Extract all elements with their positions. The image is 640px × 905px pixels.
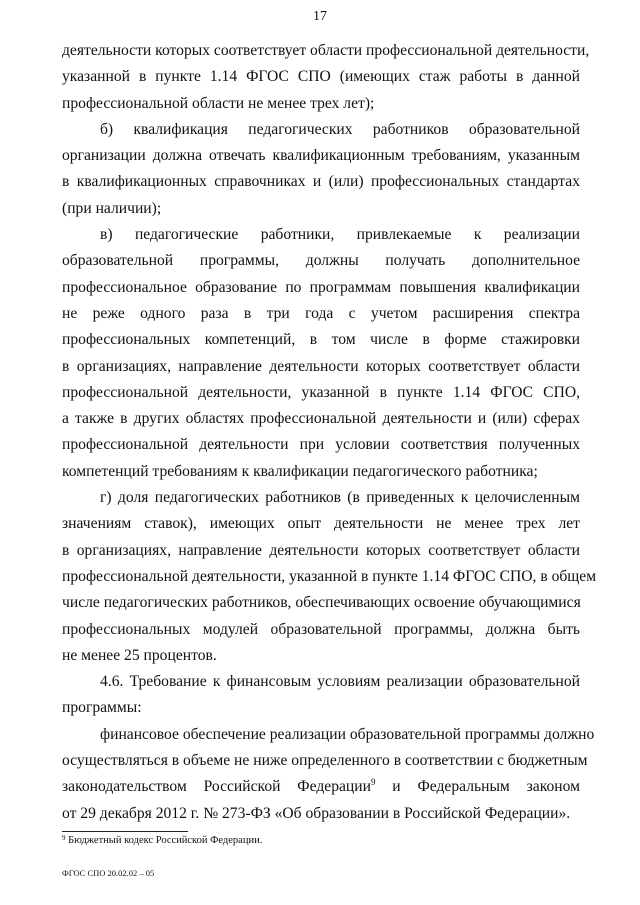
text-line-content: (при наличии); [62, 199, 162, 217]
text-line [62, 222, 580, 248]
text-line [62, 590, 580, 616]
text-line [62, 143, 580, 169]
text-line [62, 774, 580, 800]
text-line-content: профессиональной области не менее трех лет); [62, 94, 375, 112]
text-line-content: значениям ставок), имеющих опыт деятельности не менее трех лет [62, 515, 580, 533]
text-line-content: профессиональной деятельности, указанной в пункте 1.14 ФГОС СПО, [62, 383, 580, 401]
text-line-content: профессиональных модулей образовательной программы, должна быть [62, 620, 580, 638]
text-line [62, 669, 580, 695]
text-line-content: в организациях, направление деятельности которых соответствует области [62, 357, 580, 375]
text-line-content: профессиональное образование по программам повышения квалификации [62, 278, 580, 296]
text-line [62, 117, 580, 143]
text-line-content: образовательной программы, должны получать дополнительное [62, 252, 580, 270]
footnote-separator [62, 831, 188, 832]
text-line-content: в) педагогические работники, привлекаемые к реализации [100, 226, 580, 244]
text-line [62, 722, 595, 748]
footnote-mark: 9 [62, 834, 66, 842]
text-line-content: не менее 25 процентов. [62, 646, 217, 664]
text-line [62, 695, 580, 721]
text-line [62, 432, 580, 458]
text-line [62, 748, 588, 774]
text-line-content: б) квалификация педагогических работников образовательной [100, 120, 580, 138]
footnote-text: Бюджетный кодекс Российской Федерации. [65, 835, 263, 846]
text-line [62, 538, 580, 564]
text-line-content: профессиональной деятельности, указанной в пункте 1.14 ФГОС СПО, в общем [62, 567, 597, 585]
text-line [62, 196, 580, 222]
text-line [62, 301, 580, 327]
text-line [62, 380, 580, 406]
text-line [62, 275, 580, 301]
text-line-content: профессиональной деятельности при условии соответствия полученных [62, 436, 580, 454]
document-code: ФГОС СПО 20.02.02 – 05 [62, 868, 155, 878]
text-line [62, 485, 580, 511]
text-line-content: компетенций требованиям к квалификации педагогического работника; [62, 462, 538, 480]
text-line [62, 459, 580, 485]
text-line-content: а также в других областях профессиональной деятельности и (или) сферах [62, 410, 580, 428]
footnote-reference: 9 [370, 777, 376, 788]
text-line [62, 643, 580, 669]
body-text [62, 38, 597, 827]
text-line-content: от 29 декабря 2012 г. № 273-ФЗ «Об образовании в Российской Федерации». [62, 804, 571, 822]
text-line [62, 64, 580, 90]
text-line-content: г) доля педагогических работников (в приведенных к целочисленным [100, 489, 580, 507]
text-line-content: в квалификационных справочниках и (или) профессиональных стандартах [62, 173, 580, 191]
footnote [62, 835, 262, 846]
text-line-content: 4.6. Требование к финансовым условиям реализации образовательной [100, 673, 580, 691]
text-line [62, 38, 590, 64]
text-line-content: финансовое обеспечение реализации образовательной программы должно [100, 725, 595, 743]
text-line [62, 511, 580, 537]
text-line [62, 406, 580, 432]
text-line-content: программы: [62, 699, 142, 717]
text-line-content: не реже одного раза в три года с учетом расширения спектра [62, 304, 580, 322]
text-line-content: профессиональных компетенций, в том числе в форме стажировки [62, 331, 580, 349]
text-line-content: числе педагогических работников, обеспечивающих освоение обучающимися [62, 594, 581, 612]
text-line [62, 617, 580, 643]
text-line-content: указанной в пункте 1.14 ФГОС СПО (имеющих стаж работы в данной [62, 68, 580, 86]
text-line [62, 169, 580, 195]
text-line [62, 564, 597, 590]
text-line-content: организации должна отвечать квалификационным требованиям, указанным [62, 147, 580, 165]
text-line [62, 354, 580, 380]
page-number: 17 [313, 9, 327, 24]
text-line [62, 327, 580, 353]
text-line-content: осуществляться в объеме не ниже определенного в соответствии с бюджетным [62, 752, 588, 770]
text-line-content: деятельности которых соответствует области профессиональной деятельности, [62, 42, 590, 59]
text-line [62, 91, 580, 117]
text-line-content: в организациях, направление деятельности которых соответствует области [62, 541, 580, 559]
text-line-content: законодательством Российской Федерации [62, 778, 371, 796]
text-line [62, 248, 580, 274]
text-line-continuation: и Федеральным законом [375, 778, 580, 796]
text-line [62, 801, 580, 827]
